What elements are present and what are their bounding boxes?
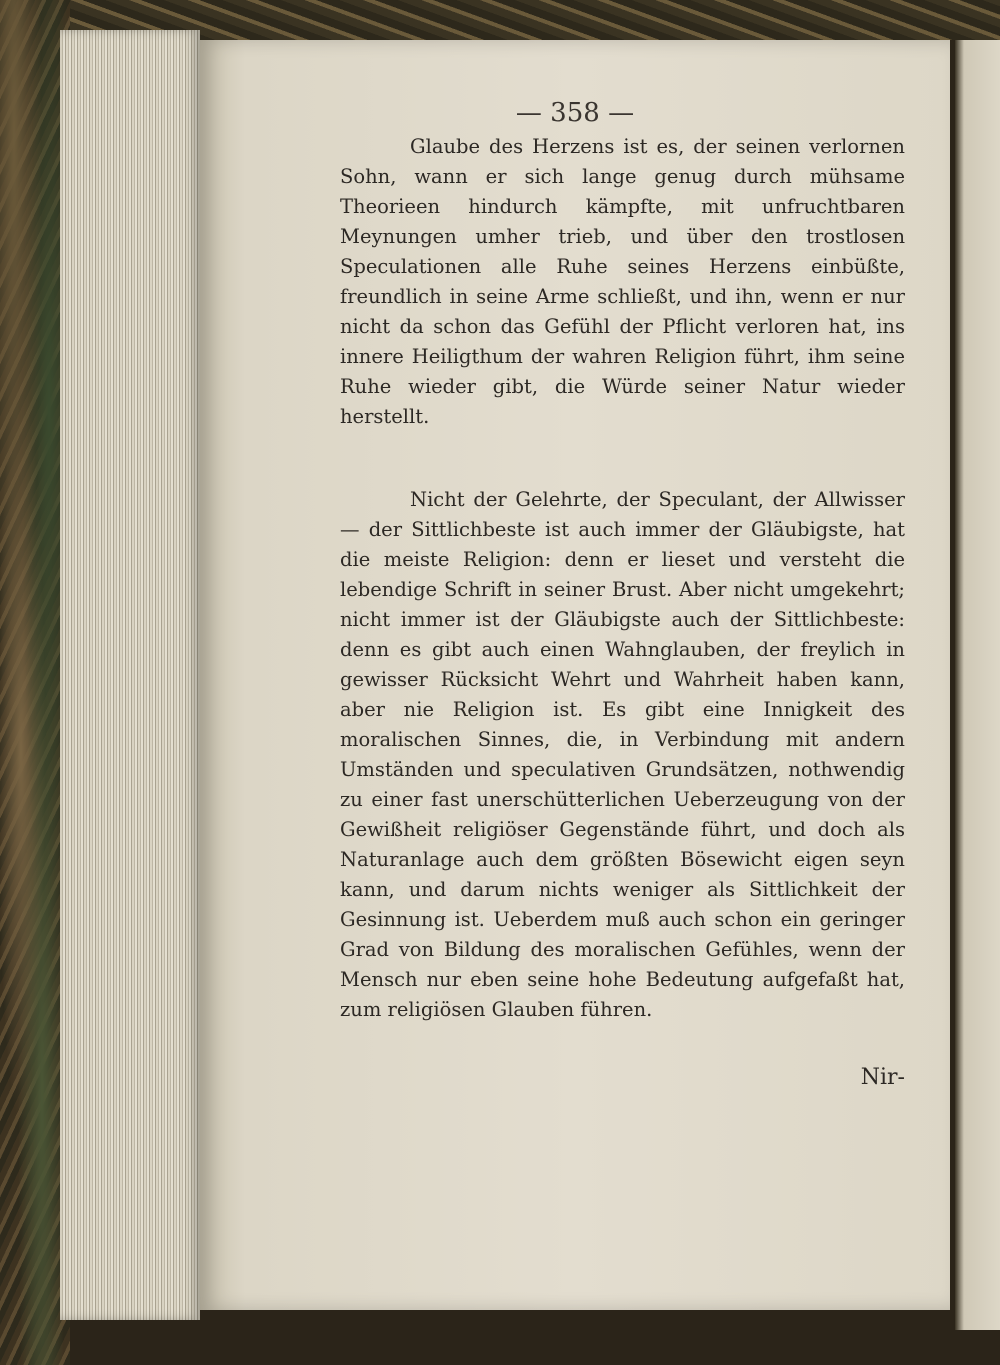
page-number: — 358 — [515, 98, 635, 128]
catchword: Nir- [860, 1065, 905, 1090]
paragraph-1: Glaube des Herzens ist es, der seinen verlornen Sohn, wann er sich lange genug durch mühsame Theorieen hindurch kämpfte, mit unfruchtbaren Meynungen umher trieb, und über den trostlosen Speculationen alle Ruhe seines Herzens einbüßte, freundlich in seine Arme schließt, und ihn, wenn er nur nicht da schon das Gefühl der Pflicht verloren hat, ins innere Heiligthum der wahren Religion führt, ihm seine Ruhe wieder gibt, die Würde seiner Natur wieder herstellt. [340, 135, 905, 428]
paragraph-2: Nicht der Gelehrte, der Speculant, der Allwisser — der Sittlichbeste ist auch immer der Gläubigste, hat die meiste Religion: denn er lieset und versteht die lebendige Schrift in seiner Brust. Aber nicht umgekehrt; nicht immer ist der Gläubigste auch der Sittlichbeste: denn es gibt auch einen Wahnglauben, der freylich in gewisser Rücksicht Wehrt und Wahrheit haben kann, aber nie Religion ist. Es gibt eine Innigkeit des moralischen Sinnes, die, in Verbindung mit andern Umständen und speculativen Grundsätzen, nothwendig zu einer fast unerschütterlichen Ueberzeugung von der Gewißheit religiöser Gegenstände führt, und doch als Naturanlage auch dem größten Bösewicht eigen seyn kann, und darum nichts weniger als Sittlichkeit der Gesinnung ist. Ueberdem muß auch schon ein geringer Grad von Bildung des moralischen Gefühles, wenn der Mensch nur eben seine hohe Bedeutung aufgefaßt hat, zum religiösen Glauben führen. [340, 488, 905, 1021]
page-block-edges [60, 30, 200, 1320]
facing-page-edge [955, 40, 1000, 1330]
book-page [200, 40, 950, 1310]
